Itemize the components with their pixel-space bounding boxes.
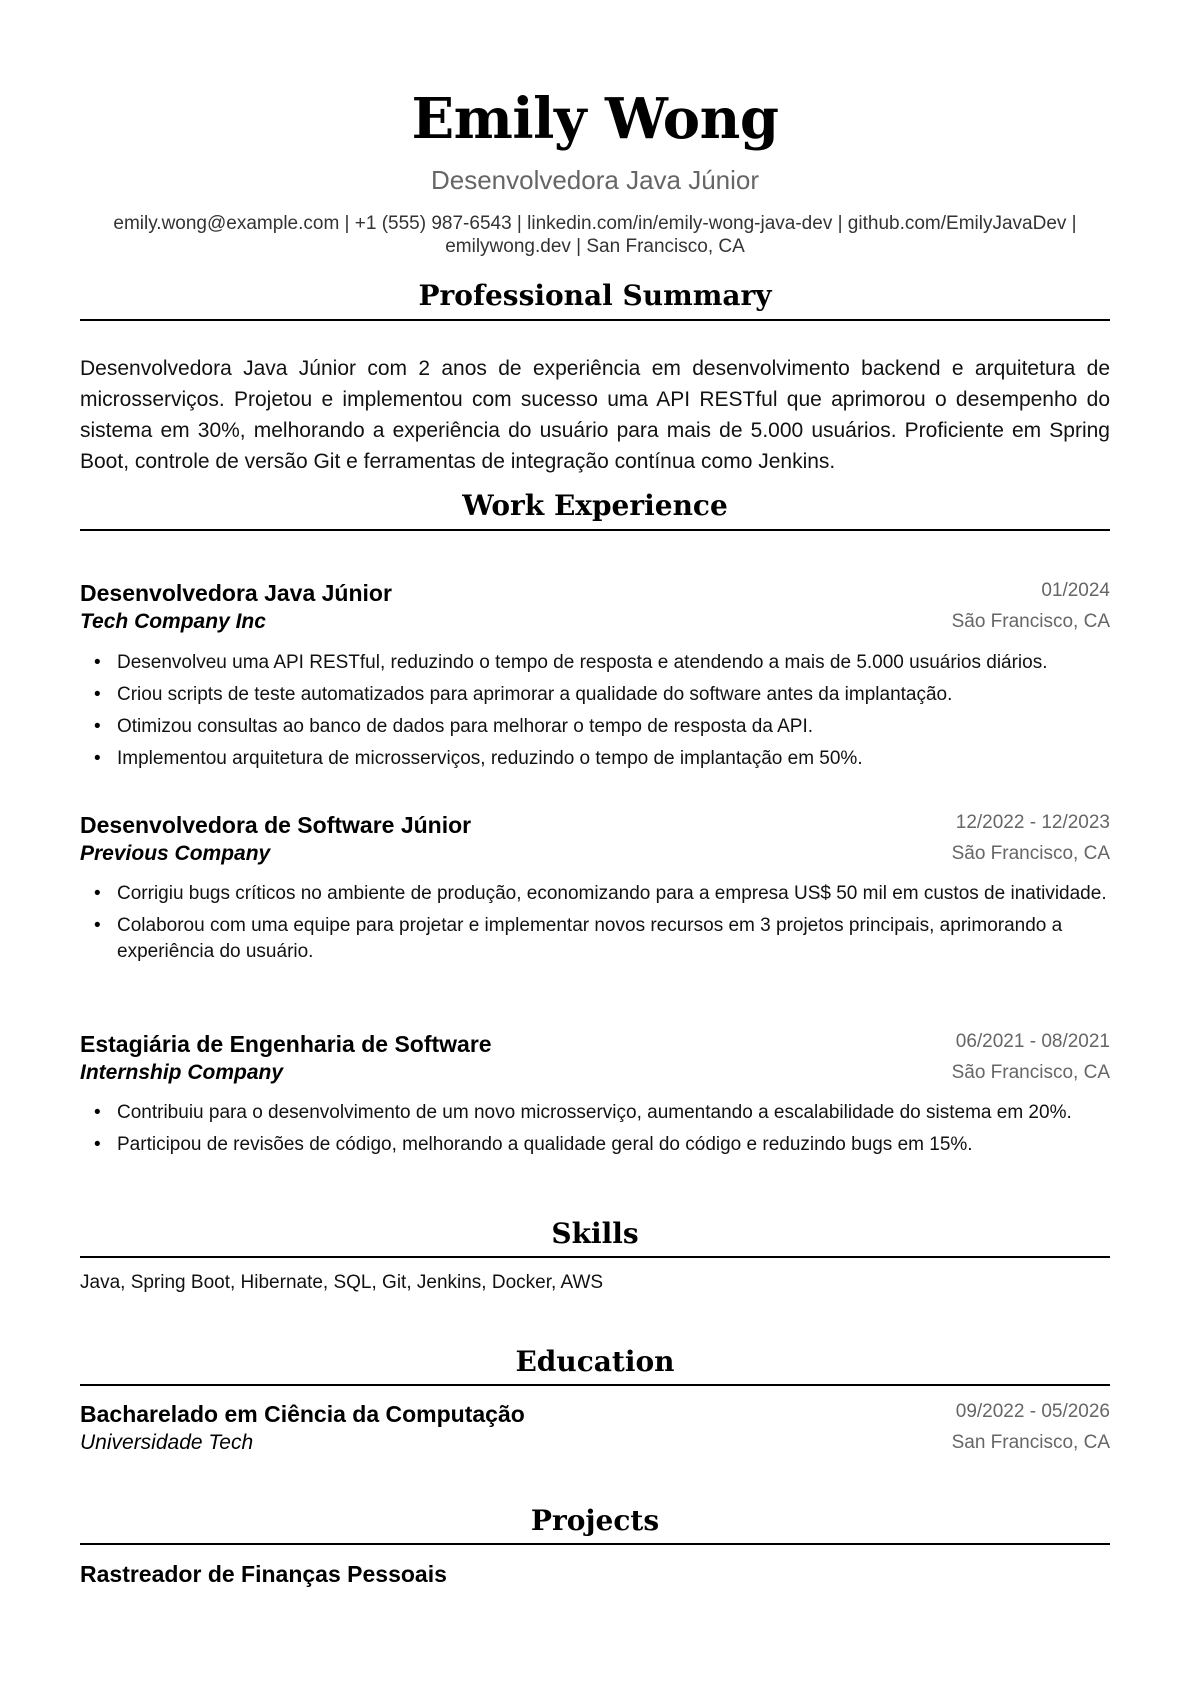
section-divider [80,529,1110,531]
section-title-projects: Projects [530,1504,660,1537]
list-item: • Colaborou com uma equipe para projetar e implementar novos recursos em 3 projetos principais, aprimorando a experiência do usuário. [80,913,1110,965]
section-divider [80,1256,1110,1258]
education-degree: Bacharelado em Ciência da Computação [80,1401,525,1427]
job-title: Estagiária de Engenharia de Software [80,1031,492,1057]
job-title: Desenvolvedora Java Júnior [80,580,392,606]
list-item: • Desenvolveu uma API RESTful, reduzindo o tempo de resposta e atendendo a mais de 5.000 usuários diários. [80,650,1110,676]
section-title-skills: Skills [551,1217,639,1250]
job-company: Previous Company [80,842,271,865]
job-title: Desenvolvedora de Software Júnior [80,812,472,838]
job-bullets [80,881,1110,965]
education-location: San Francisco, CA [951,1432,1110,1453]
list-item: • Corrigiu bugs críticos no ambiente de produção, economizando para a empresa US$ 50 mil em custos de inatividade. [80,881,1110,907]
candidate-name: Emily Wong [411,86,779,152]
list-item: • Implementou arquitetura de microsserviços, reduzindo o tempo de implantação em 50%. [80,746,1110,772]
job-bullets [80,1100,1110,1158]
summary-text: Desenvolvedora Java Júnior com 2 anos de experiência em desenvolvimento backend e arquitetura de microsserviços. Projetou e implementou com sucesso uma API RESTful que aprimorou o desempenho do sistema em 30%, melhorando a experiência do usuário para mais de 5.000 usuários. Proficiente em Spring Boot, controle de versão Git e ferramentas de integração contínua como Jenkins. [80,357,1110,473]
education-date: 09/2022 - 05/2026 [955,1401,1110,1422]
section-title-work: Work Experience [462,489,728,522]
job-location: São Francisco, CA [951,611,1110,632]
job-date: 12/2022 - 12/2023 [955,812,1110,833]
list-item: • Criou scripts de teste automatizados para aprimorar a qualidade do software antes da implantação. [80,682,1110,708]
job-company: Tech Company Inc [80,610,266,633]
contact-info [80,212,1110,258]
candidate-headline: Desenvolvedora Java Júnior [430,165,760,195]
section-divider [80,1543,1110,1545]
section-divider [80,1384,1110,1386]
section-title-education: Education [515,1345,675,1378]
contact-line: emily.wong@example.com | +1 (555) 987-6543 | linkedin.com/in/emily-wong-java-dev | github.com/EmilyJavaDev | [113,213,1077,234]
skills-list: Java, Spring Boot, Hibernate, SQL, Git, Jenkins, Docker, AWS [80,1272,604,1293]
project-title: Rastreador de Finanças Pessoais [80,1561,447,1587]
education-school: Universidade Tech [80,1431,254,1454]
job-date: 01/2024 [1041,580,1110,601]
list-item: • Contribuiu para o desenvolvimento de um novo microsserviço, aumentando a escalabilidade do sistema em 20%. [80,1100,1110,1126]
list-item: • Participou de revisões de código, melhorando a qualidade geral do código e reduzindo bugs em 15%. [80,1132,1110,1158]
list-item: • Otimizou consultas ao banco de dados para melhorar o tempo de resposta da API. [80,714,1110,740]
section-title-summary: Professional Summary [418,279,772,312]
job-location: São Francisco, CA [951,1062,1110,1083]
job-date: 06/2021 - 08/2021 [955,1031,1110,1052]
contact-line: emilywong.dev | San Francisco, CA [445,236,745,257]
job-company: Internship Company [80,1061,284,1084]
job-bullets [80,650,1110,772]
section-divider [80,319,1110,321]
job-location: São Francisco, CA [951,843,1110,864]
